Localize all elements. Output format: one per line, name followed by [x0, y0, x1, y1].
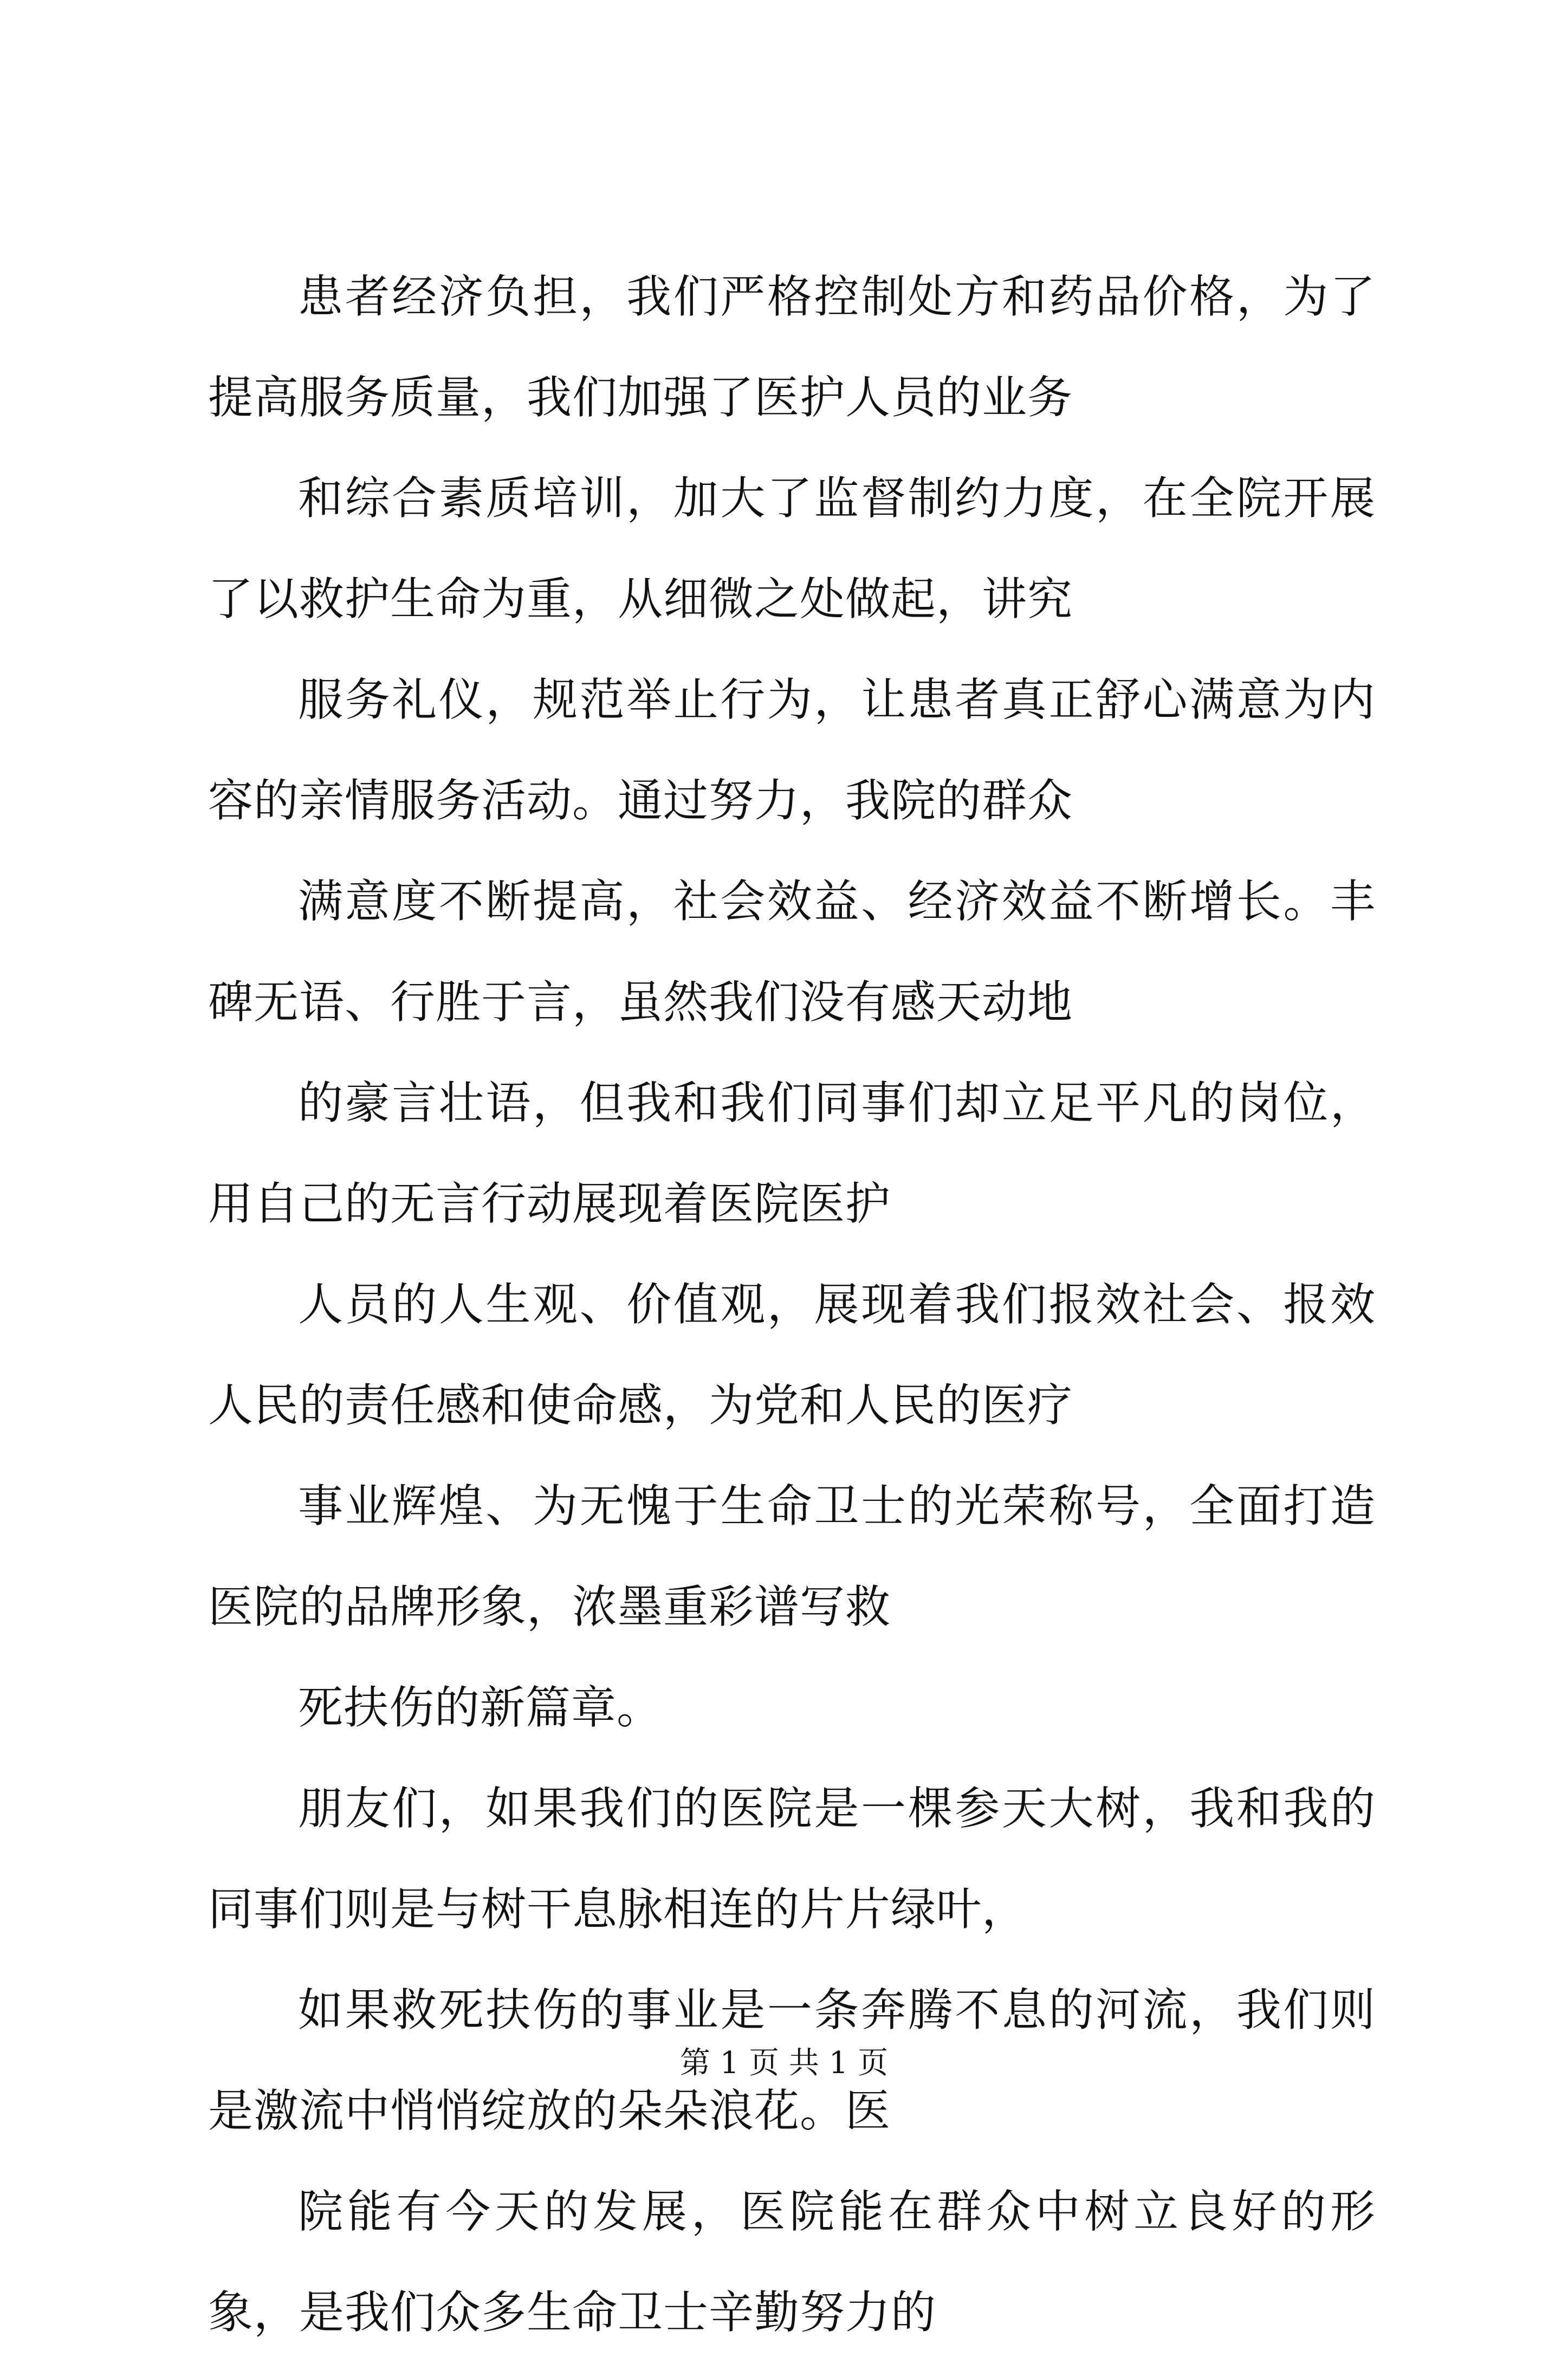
paragraph: 朋友们，如果我们的医院是一棵参天大树，我和我的同事们则是与树干息脉相连的片片绿叶，: [208, 1782, 1376, 1935]
paragraph: 人员的人生观、价值观，展现着我们报效社会、报效人民的责任感和使命感，为党和人民的医疗: [208, 1278, 1376, 1432]
paragraph: 的豪言壮语，但我和我们同事们却立足平凡的岗位，用自己的无言行动展现着医院医护: [208, 1077, 1376, 1230]
page-number-footer: 第 1 页 共 1 页: [679, 2045, 889, 2081]
paragraph: 满意度不断提高，社会效益、经济效益不断增长。丰碑无语、行胜于言，虽然我们没有感天动地: [208, 875, 1376, 1028]
paragraph: 事业辉煌、为无愧于生命卫士的光荣称号，全面打造医院的品牌形象，浓墨重彩谱写救: [208, 1480, 1376, 1633]
paragraph: 死扶伤的新篇章。: [298, 1681, 662, 1734]
paragraph: 服务礼仪，规范举止行为，让患者真正舒心满意为内容的亲情服务活动。通过努力，我院的群众: [208, 674, 1376, 827]
paragraph: 院能有今天的发展，医院能在群众中树立良好的形象，是我们众多生命卫士辛勤努力的: [208, 2185, 1376, 2339]
paragraph: 患者经济负担，我们严格控制处方和药品价格，为了提高服务质量，我们加强了医护人员的业务: [208, 270, 1376, 424]
paragraph: 和综合素质培训，加大了监督制约力度，在全院开展了以救护生命为重，从细微之处做起，讲究: [208, 472, 1376, 625]
paragraph: 如果救死扶伤的事业是一条奔腾不息的河流，我们则是激流中悄悄绽放的朵朵浪花。医: [208, 1984, 1376, 2137]
